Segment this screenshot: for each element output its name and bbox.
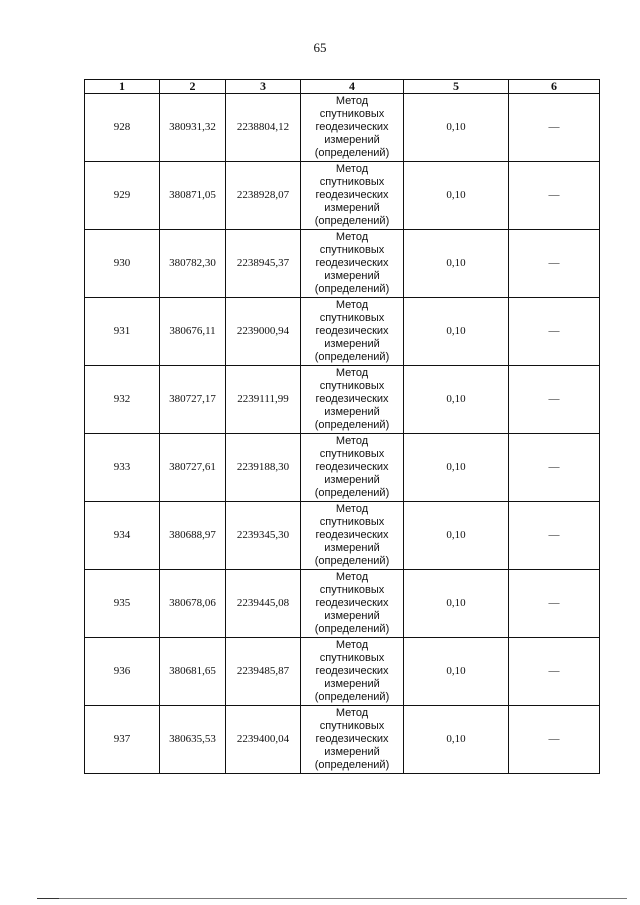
method-line: (определений) — [314, 691, 390, 703]
method-line: (определений) — [314, 623, 390, 635]
coordinate-x: 380727,61 — [160, 434, 226, 502]
method-cell — [301, 366, 404, 434]
table-row — [85, 230, 600, 298]
method-line: спутниковых — [319, 652, 385, 664]
coordinate-y: 2239485,87 — [226, 638, 301, 706]
method-line: геодезических — [315, 597, 389, 609]
point-number: 929 — [85, 162, 160, 230]
accuracy-value: 0,10 — [404, 570, 509, 638]
method-cell — [301, 230, 404, 298]
method-line: измерений — [324, 202, 380, 214]
coordinate-y: 2239445,08 — [226, 570, 301, 638]
coordinate-y: 2238804,12 — [226, 94, 301, 162]
table-row — [85, 434, 600, 502]
method-line: геодезических — [315, 733, 389, 745]
accuracy-value: 0,10 — [404, 706, 509, 774]
coordinates-table — [84, 79, 600, 774]
note-dash: — — [509, 366, 600, 434]
note-dash: — — [509, 434, 600, 502]
method-line: Метод — [335, 707, 369, 719]
method-line: (определений) — [314, 215, 390, 227]
accuracy-value: 0,10 — [404, 502, 509, 570]
method-cell — [301, 638, 404, 706]
coordinate-x: 380727,17 — [160, 366, 226, 434]
column-header-1: 1 — [85, 80, 160, 94]
method-line: спутниковых — [319, 516, 385, 528]
bottom-rule-mark — [37, 898, 59, 899]
point-number: 936 — [85, 638, 160, 706]
note-dash: — — [509, 638, 600, 706]
point-number: 930 — [85, 230, 160, 298]
method-line: спутниковых — [319, 720, 385, 732]
header-row — [85, 80, 600, 94]
coordinate-x: 380782,30 — [160, 230, 226, 298]
method-line: (определений) — [314, 759, 390, 771]
note-dash: — — [509, 570, 600, 638]
method-line: измерений — [324, 542, 380, 554]
table-row — [85, 162, 600, 230]
point-number: 934 — [85, 502, 160, 570]
column-header-2: 2 — [160, 80, 226, 94]
note-dash: — — [509, 162, 600, 230]
method-line: Метод — [335, 163, 369, 175]
column-header-6: 6 — [509, 80, 600, 94]
note-dash: — — [509, 706, 600, 774]
method-line: спутниковых — [319, 244, 385, 256]
page-number: 65 — [313, 40, 327, 55]
method-line: (определений) — [314, 283, 390, 295]
column-header-4: 4 — [301, 80, 404, 94]
method-cell — [301, 502, 404, 570]
coordinate-y: 2239000,94 — [226, 298, 301, 366]
method-line: геодезических — [315, 393, 389, 405]
point-number: 937 — [85, 706, 160, 774]
method-line: измерений — [324, 746, 380, 758]
method-line: Метод — [335, 95, 369, 107]
note-dash: — — [509, 94, 600, 162]
coordinate-x: 380678,06 — [160, 570, 226, 638]
table-row — [85, 366, 600, 434]
accuracy-value: 0,10 — [404, 638, 509, 706]
coordinate-y: 2238945,37 — [226, 230, 301, 298]
coordinate-y: 2238928,07 — [226, 162, 301, 230]
column-header-3: 3 — [226, 80, 301, 94]
method-line: геодезических — [315, 325, 389, 337]
accuracy-value: 0,10 — [404, 298, 509, 366]
method-line: геодезических — [315, 189, 389, 201]
method-line: (определений) — [314, 351, 390, 363]
method-line: геодезических — [315, 665, 389, 677]
point-number: 931 — [85, 298, 160, 366]
accuracy-value: 0,10 — [404, 230, 509, 298]
coordinate-x: 380688,97 — [160, 502, 226, 570]
method-line: измерений — [324, 134, 380, 146]
table-body — [85, 94, 600, 774]
coordinate-x: 380931,32 — [160, 94, 226, 162]
note-dash: — — [509, 502, 600, 570]
method-line: геодезических — [315, 121, 389, 133]
coordinate-y: 2239345,30 — [226, 502, 301, 570]
table-row — [85, 298, 600, 366]
coordinate-y: 2239111,99 — [226, 366, 301, 434]
method-line: спутниковых — [319, 448, 385, 460]
method-cell — [301, 570, 404, 638]
method-line: геодезических — [315, 461, 389, 473]
accuracy-value: 0,10 — [404, 94, 509, 162]
method-line: спутниковых — [319, 176, 385, 188]
method-line: измерений — [324, 678, 380, 690]
method-cell — [301, 94, 404, 162]
coordinate-x: 380676,11 — [160, 298, 226, 366]
method-line: Метод — [335, 503, 369, 515]
method-line: Метод — [335, 299, 369, 311]
accuracy-value: 0,10 — [404, 162, 509, 230]
method-line: (определений) — [314, 555, 390, 567]
note-dash: — — [509, 298, 600, 366]
accuracy-value: 0,10 — [404, 366, 509, 434]
method-line: (определений) — [314, 487, 390, 499]
method-cell — [301, 706, 404, 774]
coordinate-y: 2239188,30 — [226, 434, 301, 502]
accuracy-value: 0,10 — [404, 434, 509, 502]
method-line: Метод — [335, 367, 369, 379]
table-row — [85, 638, 600, 706]
table-row — [85, 570, 600, 638]
point-number: 933 — [85, 434, 160, 502]
method-cell — [301, 434, 404, 502]
method-line: измерений — [324, 270, 380, 282]
table-row — [85, 706, 600, 774]
method-line: Метод — [335, 435, 369, 447]
coordinate-x: 380871,05 — [160, 162, 226, 230]
method-line: Метод — [335, 639, 369, 651]
method-line: (определений) — [314, 419, 390, 431]
method-cell — [301, 162, 404, 230]
coordinate-x: 380635,53 — [160, 706, 226, 774]
method-line: Метод — [335, 571, 369, 583]
method-line: измерений — [324, 406, 380, 418]
bottom-rule — [37, 898, 627, 899]
point-number: 935 — [85, 570, 160, 638]
method-line: спутниковых — [319, 584, 385, 596]
method-line: измерений — [324, 474, 380, 486]
method-line: геодезических — [315, 257, 389, 269]
method-line: измерений — [324, 610, 380, 622]
point-number: 928 — [85, 94, 160, 162]
point-number: 932 — [85, 366, 160, 434]
note-dash: — — [509, 230, 600, 298]
method-line: геодезических — [315, 529, 389, 541]
coordinate-x: 380681,65 — [160, 638, 226, 706]
coordinate-y: 2239400,04 — [226, 706, 301, 774]
method-line: (определений) — [314, 147, 390, 159]
method-line: измерений — [324, 338, 380, 350]
method-line: Метод — [335, 231, 369, 243]
method-line: спутниковых — [319, 380, 385, 392]
method-cell — [301, 298, 404, 366]
column-header-5: 5 — [404, 80, 509, 94]
method-line: спутниковых — [319, 108, 385, 120]
method-line: спутниковых — [319, 312, 385, 324]
table-row — [85, 94, 600, 162]
table-row — [85, 502, 600, 570]
